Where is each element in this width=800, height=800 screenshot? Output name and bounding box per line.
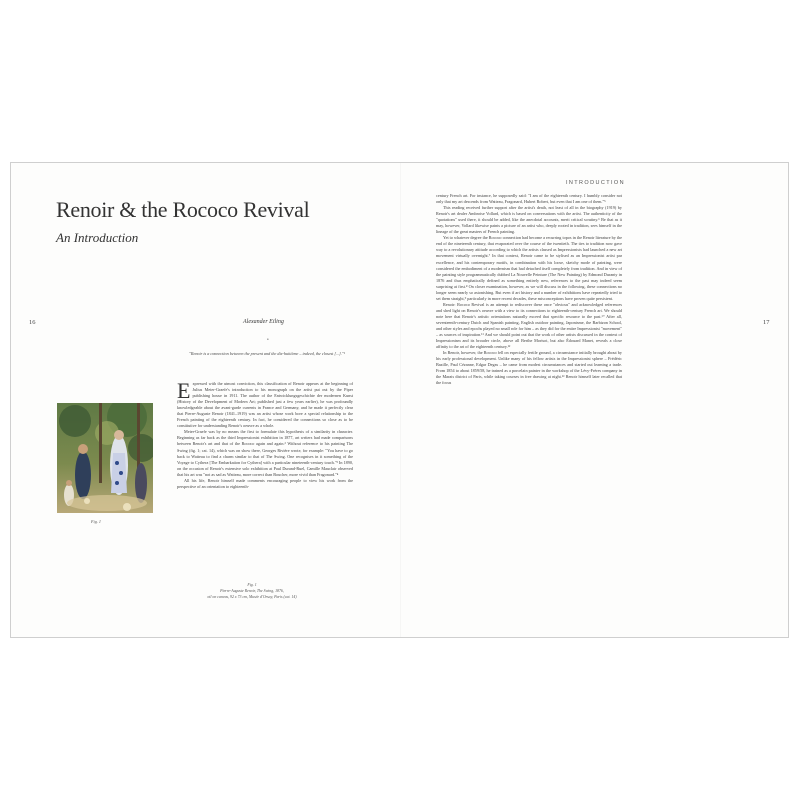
paragraph: Expressed with the utmost conviction, this classification of Renoir appears at the beginning of Julius Meier-Graefe's introduction to his monograph on the artist put out by the Piper publishing house in 1911. The author of the Entwicklungsgeschichte der modernen Kunst (History of the Development of Modern Art; published just a few years earlier), he was profoundly knowledgeable about the avant-garde currents in France and Germany, and he made it perfectly clear that Pierre-Auguste Renoir (1841–1919) was an artist whose work bore a special relationship to the French painting of the eighteenth century. In fact, he considered the connections so close as to be constitutive for understanding Renoir's oeuvre as a whole.	[177, 378, 353, 429]
paragraph: Yet to whatever degree the Rococo connection had become a recurring topos in the Renoir literature by the end of the nineteenth century, that evaporated over the course of the twentieth. The ties to tradition now gave way to a revolutionary attitude according to which the artists classed as Impressionists had launched a new art movement virtually overnight.⁷ In that context, Renoir came to be stylised as an Impressionist artist par excellence, and his contemporary motifs, in combination with his loose, sketchy mode of painting, were considered the embodiment of a modernism that had detached itself completely from tradition. And in view of the painting style programmatically dubbed La Nouvelle Peinture (The New Painting) by Edmond Duranty in 1876 and thus emphatically defined as something entirely new, references to the past may indeed seem surprising at first.⁸ On closer examination, however, as we will discuss in the following, these connections no longer seem nearly so astonishing. But even if art history and a number of exhibitions have repeatedly tried to set them straight,⁹ particularly in more recent decades, these misconceptions have proven quite persistent.	[436, 235, 622, 301]
drop-cap: E	[177, 378, 191, 403]
chapter-subtitle: An Introduction	[56, 230, 139, 245]
page-number-right: 17	[763, 319, 770, 326]
paragraph: Meier-Graefe was by no means the first to formulate this hypothesis of a similarity in character. Beginning as far back as the third Impressionist exhibition in 1877, art writers had made comparisons between Renoir's art and that of the Rococo again and again.² Without reference to his painting The Swing (fig. 1; cat. 14), which was on show there, Georges Rivière wrote, for example: "You have to go back to Watteau to find a charm similar to that of The Swing. One recognises in it something of the Voyage to Cythera [The Embarkation for Cythera] with a particular nineteenth-century touch."³ In 1890, on the occasion of Renoir's extensive solo exhibition at Paul Durand-Ruel, Camille Mauclair observed that his art was "not as sad as Watteau, more correct than Boucher, more vivid than Fragonard."⁴	[177, 429, 353, 477]
page-number-left: 16	[29, 319, 36, 326]
caption-line: Pierre-Auguste Renoir, The Swing, 1876,	[220, 588, 284, 593]
book-gutter	[400, 163, 401, 637]
ornament-dot: •	[267, 338, 269, 343]
running-head: INTRODUCTION	[566, 180, 625, 186]
caption-line: oil on canvas, 92 x 73 cm, Musée d'Orsay, Paris (cat. 14)	[207, 594, 297, 599]
painting-image-the-swing	[57, 403, 153, 513]
paragraph: century French art. For instance, he supposedly said: "I am of the eighteenth century. I humbly consider not only that my art descends from Watteau, Fragonard, Hubert Robert, but even that I am one of them."⁵	[436, 193, 622, 205]
right-column-text	[436, 193, 622, 387]
caption-line: Fig. 1	[247, 583, 257, 587]
painting-illustration	[57, 403, 153, 513]
figure-label: Fig. 1	[91, 519, 102, 524]
left-column-text	[177, 378, 353, 490]
figure-caption	[177, 583, 327, 600]
author-name: Alexander Eiling	[243, 319, 284, 325]
book-spread	[10, 162, 789, 638]
paragraph: Renoir: Rococo Revival is an attempt to rediscover these once "obvious" and acknowledged references and shed light on Renoir's oeuvre with a view to its connections to eighteenth-century French art. We should note here that Renoir's artistic orientations naturally exceed that specific resource to the past.¹⁰ After all, seventeenth-century Dutch and Spanish painting, English outdoor painting, Japonisme, the Barbizon School, and other styles and epochs played no small role for him – as they did for the entire Impressionist "movement" – as sources of inspiration.¹¹ And we should point out that the work of other artists discussed in the context of Impressionism and its broader circle, above all Berthe Morisot, but also Édouard Manet, reveals a close affinity to the art of the eighteenth century.¹²	[436, 301, 622, 350]
epigraph-quote: "Renoir is a connection between the present and the dix-huitième – indeed, the closest [...]."¹	[189, 351, 345, 356]
paragraph: All his life, Renoir himself made comments encouraging people to view his work from the perspective of an orientation to eighteenth-	[177, 477, 353, 489]
chapter-title: Renoir & the Rococo Revival	[56, 197, 310, 222]
paragraph: This reading received further support after the artist's death, not least of all in the biography (1919) by Renoir's art dealer Ambroise Vollard, which is based on conversations with the artist. The authenticity of the "quotations" used there, it should be added, like the anecdotal accounts, merit critical scrutiny.⁶ Be that as it may, however, Vollard likewise paints a picture of an artist who, deeply rooted in tradition, sees himself in the lineage of the great masters of French painting.	[436, 205, 622, 235]
paragraph: In Renoir, however, the Rococo fell on especially fertile ground, a circumstance initially brought about by his early professional development. Unlike many of his fellow artists in the Impressionist sphere – Frédéric Bazille, Paul Cézanne, Edgar Degas – he came from modest circumstances and started out learning a trade. From 1854 to about 1859/58, he trained as a porcelain painter in the workshop of the Lévy-Frères company in the Marais district of Paris, while taking courses in free drawing at night.¹³ Renoir himself later recalled that the focus	[436, 350, 622, 386]
